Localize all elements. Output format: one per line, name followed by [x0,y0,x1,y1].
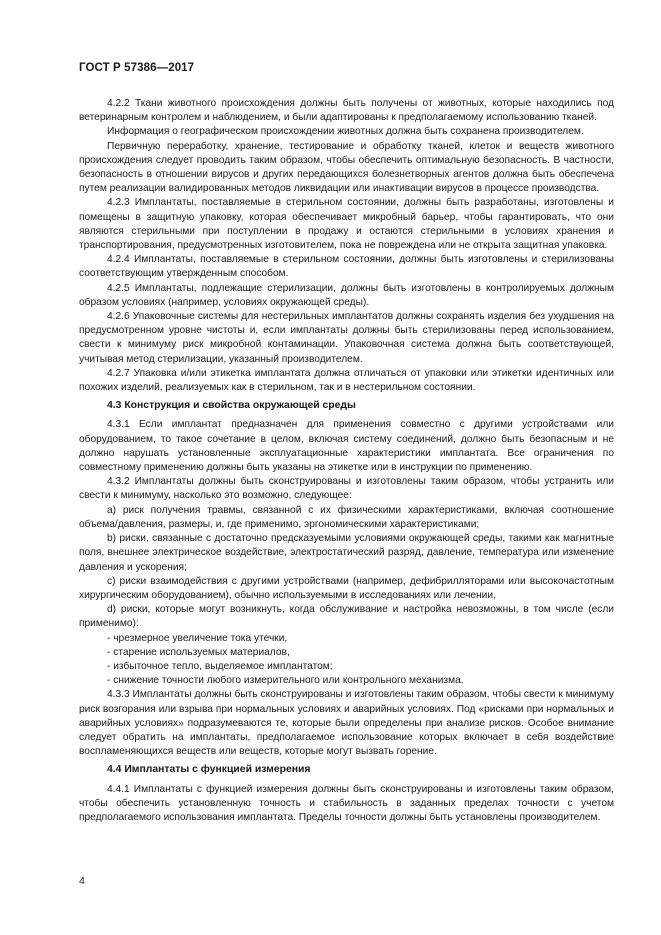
dash-item-leakage: - чрезмерное увеличение тока утечки, [107,632,288,644]
paragraph-4-3-1: 4.3.1 Если имплантат предназначен для применения совместно с другими устройствами или оборудованием, то такое сочетание в целом, включая систему соединений, должно быть безопасным и не должно нарушать установленные эксплуатационные характеристики имплантата. Все ограничения по совместному применению должны быть указаны на этикетке или в инструкции по применению. [79,419,614,474]
list-item-d: d) риски, которые могут возникнуть, когда обслуживание и настройка невозможны, в том числе (если применимо): [79,604,614,630]
page-number: 4 [79,875,85,887]
list-item-b: b) риски, связанные с достаточно предсказуемыми условиями окружающей среды, такими как магнитные поля, внешнее электрическое воздействие, электростатический разряд, давление, температура или изменение давления и ускорения; [79,533,614,573]
section-heading-4-4: 4.4 Имплантаты с функцией измерения [107,764,311,776]
paragraph-4-2-6: 4.2.6 Упаковочные системы для нестерильных имплантатов должны сохранять изделия без ухудшения на предусмотренном уровне чистоты и, если имплантаты должны быть стерилизованы перед использованием, свести к минимуму риск микробной контаминации. Упаковочная система должна быть соответствующей, учитывая метод стерилизации, указанный производителем. [79,311,614,365]
paragraph-4-3-2: 4.3.2 Имплантаты должны быть сконструированы и изготовлены таким образом, чтобы устранить или свести к минимуму, насколько это возможно, следующее: [79,476,614,502]
paragraph-4-2-2: 4.2.2 Ткани животного происхождения должны быть получены от животных, которые находились под ветеринарным контролем и наблюдением, и были адаптированы к предполагаемому использованию тканей. [79,98,614,124]
paragraph-4-4-1: 4.4.1 Имплантаты с функцией измерения должны быть сконструированы и изготовлены таким образом, чтобы обеспечить установленную точность и стабильность в заданных пределах точности с учетом предполагаемого использования имплантата. Пределы точности должны быть установлены производителем. [79,783,614,823]
paragraph-4-2-3: 4.2.3 Имплантаты, поставляемые в стерильном состоянии, должны быть разработаны, изготовлены и помещены в защитную упаковку, которая обеспечивает микробный барьер, чтобы гарантировать, что они являются стерильными при поступлении в продажу и остаются стерильными в условиях хранения и транспортирования, предусмотренных изготовителем, пока не повреждена или не открыта защитная упаковка. [79,197,614,252]
paragraph-processing: Первичную переработку, хранение, тестирование и обработку тканей, клеток и веществ животного происхождения следует проводить таким образом, чтобы обеспечить оптимальную безопасность. В частности, безопасность в отношении вирусов и других передающихся болезнетворных агентов должна быть обеспечена путем реализации валидированных методов ликвидации или инактивации вирусов в процессе производства. [79,140,614,195]
dash-item-heat: - избыточное тепло, выделяемое имплантатом; [107,660,333,672]
paragraph-4-2-7: 4.2.7 Упаковка и/или этикетка имплантата должна отличаться от упаковки или этикетки идентичных или похожих изделий, реализуемых как в стерильном, так и в нестерильном состоянии. [79,367,614,394]
paragraph-4-2-4: 4.2.4 Имплантаты, поставляемые в стерильном состоянии, должны быть изготовлены и стерилизованы соответствующим утвержденным способом. [79,254,614,280]
document-header: ГОСТ Р 57386—2017 [79,62,195,74]
paragraph-4-3-3: 4.3.3 Имплантаты должны быть сконструированы и изготовлены таким образом, чтобы свести к минимуму риск возгорания или взрыва при нормальных условиях и аварийных условиях. Под «рисками при нормальных и аварийных условиях» подразумеваются те, которые были определены при анализе рисков. Особое внимание следует обратить на имплантаты, предполагаемое использование которых включает в себя воздействие воспламеняющихся веществ или веществ, которые могут вызвать горение. [79,689,614,758]
dash-item-accuracy: - снижение точности любого измерительного или контрольного механизма. [107,675,464,687]
document-body [79,97,614,825]
paragraph-4-2-5: 4.2.5 Имплантаты, подлежащие стерилизации, должны быть изготовлены в контролируемых должным образом условиях (например, условиях окружающей среды). [79,282,614,308]
list-item-c: c) риски взаимодействия с другими устройствами (например, дефибрилляторами или высокочастотным хирургическим оборудованием), обычно используемыми в исследованиях или лечении, [79,575,614,601]
dash-item-aging: - старение используемых материалов, [107,646,290,658]
paragraph-origin-info: Информация о географическом происхождении животных должна быть сохранена производителем. [107,126,584,138]
section-heading-4-3: 4.3 Конструкция и свойства окружающей среды [107,400,356,412]
list-item-a: a) риск получения травмы, связанной с их физическими характеристиками, включая соотношение объема/давления, размеры, и, где применимо, эргономическими характеристиками; [79,504,614,530]
